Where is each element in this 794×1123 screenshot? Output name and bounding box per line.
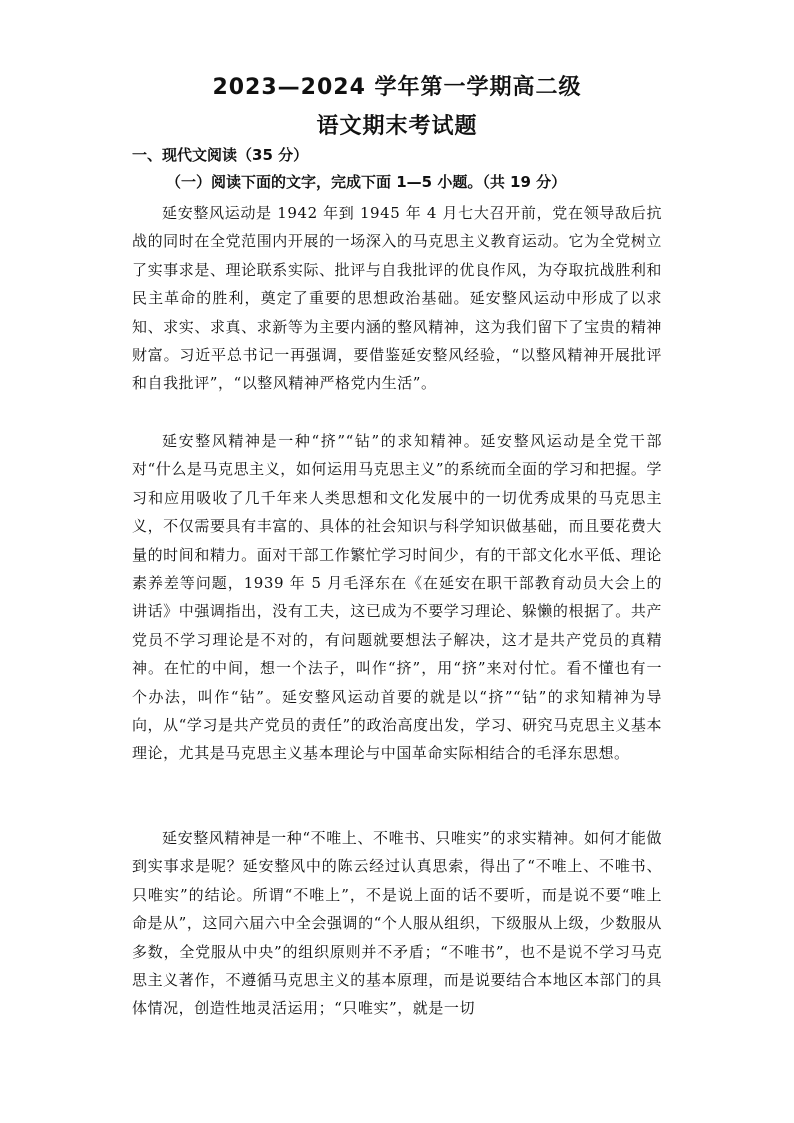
section-heading: 一、现代文阅读（35 分） <box>132 146 309 164</box>
paragraph-3: 延安整风精神是一种“不唯上、不唯书、只唯实”的求实精神。如何才能做到实事求是呢？延安整风中的陈云经过认真思索，得出了“不唯上、不唯书、只唯实”的结论。所谓“不唯上”，不是说上面的话不要听，而是说不要“唯上命是从”，这同六届六中全会强调的“个人服从组织，下级服从上级，少数服从多数，全党服从中央”的组织原则并不矛盾；“不唯书”，也不是说不学习马克思主义著作，不遵循马克思主义的基本原理，而是说要结合本地区本部门的具体情况，创造性地灵活运用；“只唯实”，就是一切 <box>132 829 662 1018</box>
question-instruction: （一）阅读下面的文字，完成下面 1—5 小题。（共 19 分） <box>166 173 567 191</box>
document-subtitle: 语文期末考试题 <box>316 114 478 139</box>
document-title: 2023—2024 学年第一学期高二级 <box>212 75 582 100</box>
paragraph-1: 延安整风运动是 1942 年到 1945 年 4 月七大召开前，党在领导敌后抗战的同时在全党范围内开展的一场深入的马克思主义教育运动。它为全党树立了实事求是、理论联系实际、批评与自我批评的优良作风，为夺取抗战胜利和民主革命的胜利，奠定了重要的思想政治基础。延安整风运动中形成了以求知、求实、求真、求新等为主要内涵的整风精神，这为我们留下了宝贵的精神财富。习近平总书记一再强调，要借鉴延安整风经验，“以整风精神开展批评和自我批评”，“以整风精神严格党内生活”。 <box>132 204 662 393</box>
paragraph-2: 延安整风精神是一种“挤”“钻”的求知精神。延安整风运动是全党干部对“什么是马克思主义，如何运用马克思主义”的系统而全面的学习和把握。学习和应用吸收了几千年来人类思想和文化发展中的一切优秀成果的马克思主义，不仅需要具有丰富的、具体的社会知识与科学知识做基础，而且要花费大量的时间和精力。面对干部工作繁忙学习时间少，有的干部文化水平低、理论素养差等问题，1939 年 5 月毛泽东在《在延安在职干部教育动员大会上的讲话》中强调指出，没有工夫，这已成为不要学习理论、躲懒的根据了。共产党员不学习理论是不对的，有问题就要想法子解决，这才是共产党员的真精神。在忙的中间，想一个法子，叫作“挤”，用“挤”来对付忙。看不懂也有一个办法，叫作“钻”。延安整风运动首要的就是以“挤”“钻”的求知精神为导向，从“学习是共产党员的责任”的政治高度出发，学习、研究马克思主义基本理论，尤其是马克思主义基本理论与中国革命实际相结合的毛泽东思想。 <box>132 432 662 763</box>
